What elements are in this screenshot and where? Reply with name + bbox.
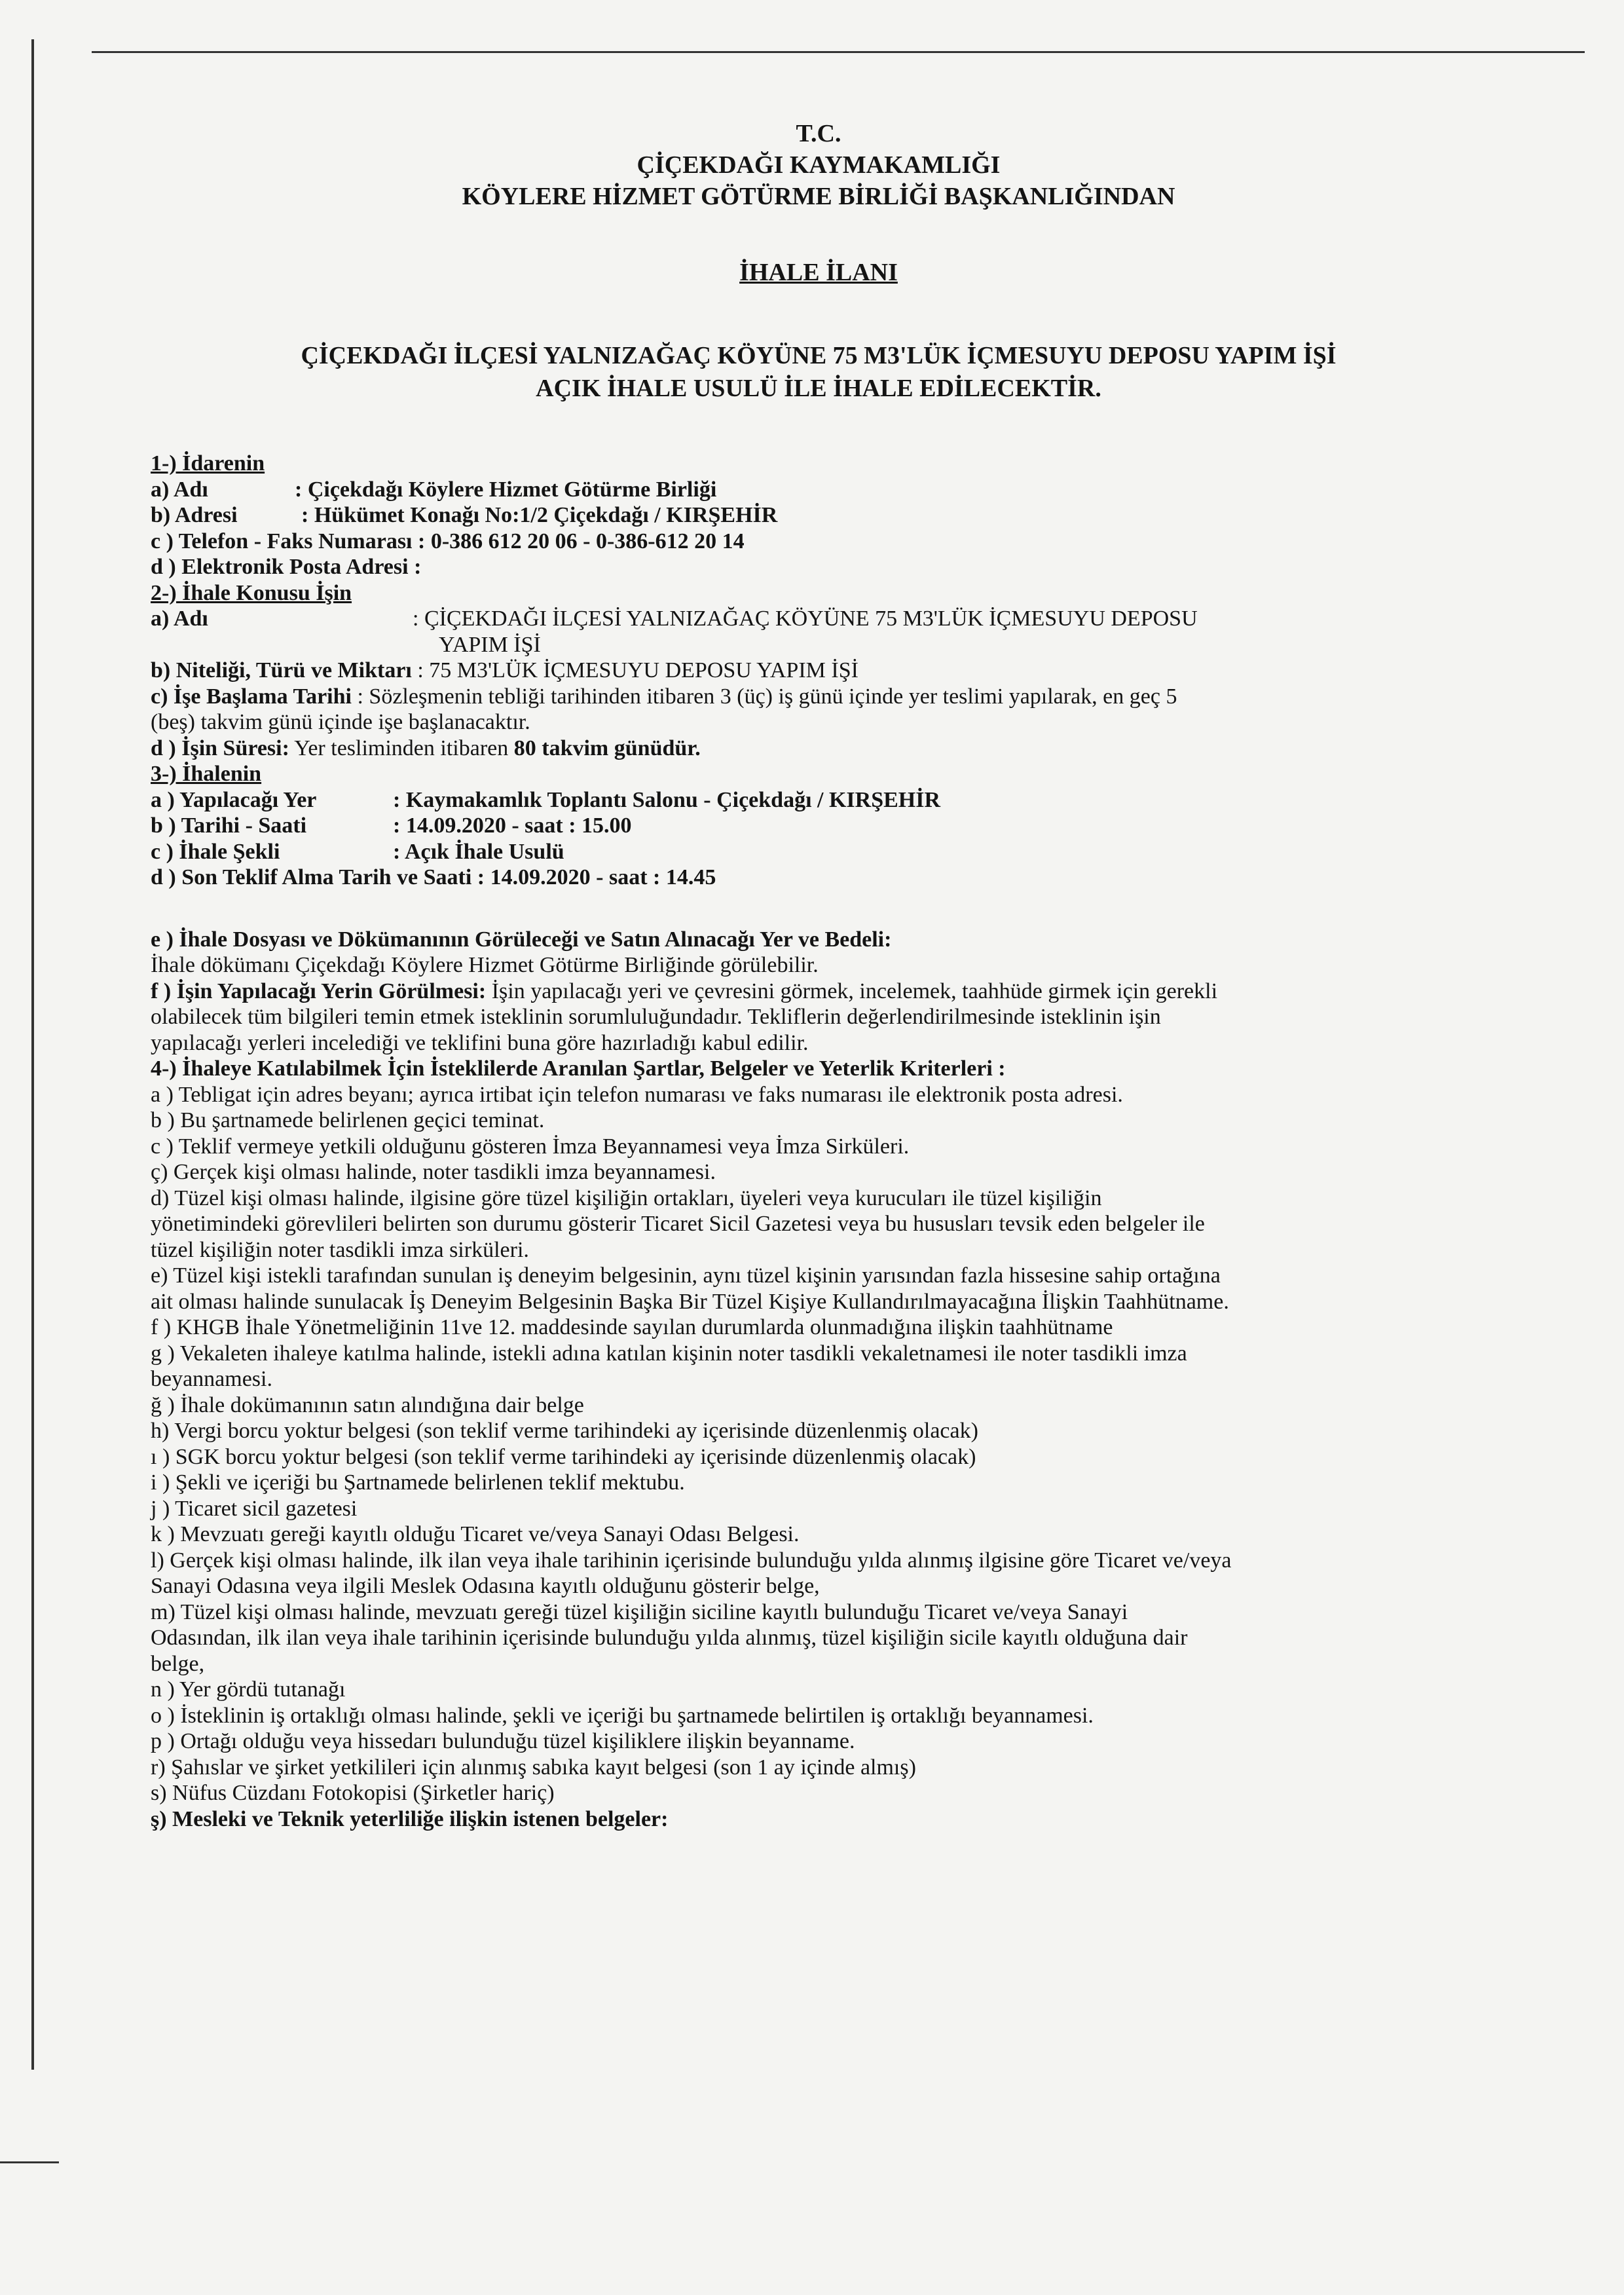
sec1-b-value: : Hükümet Konağı No:1/2 Çiçekdağı / KIRŞEHİR <box>301 503 778 527</box>
document-header <box>151 118 1486 212</box>
sec2-c-value-2: (beş) takvim günü içinde işe başlanacaktır. <box>151 710 530 734</box>
sec2-a-label: a) Adı <box>151 606 208 631</box>
section-e-text: İhale dökümanı Çiçekdağı Köylere Hizmet Götürme Birliğinde görülebilir. <box>151 953 819 977</box>
scan-edge-bottom <box>0 2161 59 2163</box>
requirement-item: o ) İsteklinin iş ortaklığı olması halinde, şekli ve içeriği bu şartnamede belirtilen iş ortaklığı beyannamesi. <box>151 1703 1094 1728</box>
requirement-item: g ) Vekaleten ihaleye katılma halinde, istekli adına katılan kişinin noter tasdikli vekaletnamesi ile noter tasdikli imza <box>151 1341 1187 1366</box>
sec1-a-value: : Çiçekdağı Köylere Hizmet Götürme Birliği <box>295 477 717 502</box>
requirement-item: p ) Ortağı olduğu veya hissedarı bulunduğu tüzel kişiliklere ilişkin beyanname. <box>151 1729 855 1753</box>
sec1-b-label: b) Adresi <box>151 503 238 527</box>
requirement-item: ğ ) İhale dokümanının satın alındığına dair belge <box>151 1392 584 1417</box>
sec3-c-value: : Açık İhale Usulü <box>393 839 564 864</box>
requirement-item: j ) Ticaret sicil gazetesi <box>151 1496 358 1521</box>
section-f-text-2: olabilecek tüm bilgileri temin etmek isteklinin sorumluluğundadır. Tekliflerin değerlendirilmesinde isteklinin işin <box>151 1005 1161 1029</box>
scan-edge-left <box>31 39 34 2070</box>
sec3-a-label: a ) Yapılacağı Yer <box>151 787 317 812</box>
header-office: ÇİÇEKDAĞI KAYMAKAMLIĞI <box>637 151 1001 179</box>
requirement-item: n ) Yer gördü tutanağı <box>151 1677 346 1702</box>
requirement-item: b ) Bu şartnamede belirlenen geçici teminat. <box>151 1108 545 1132</box>
section-1-title: 1-) İdarenin <box>151 451 265 476</box>
sec3-b-value: : 14.09.2020 - saat : 15.00 <box>393 813 632 838</box>
sec2-b-label: b) Niteliği, Türü ve Miktarı <box>151 658 412 682</box>
requirement-item: d) Tüzel kişi olması halinde, ilgisine göre tüzel kişiliğin ortakları, üyeleri veya kurucuları ile tüzel kişiliğin <box>151 1185 1102 1210</box>
sec3-d-label: d ) Son Teklif Alma Tarih ve Saati : <box>151 865 485 889</box>
sec2-c-label: c) İşe Başlama Tarihi <box>151 684 352 709</box>
section-2-title: 2-) İhale Konusu İşin <box>151 580 352 605</box>
requirement-item: k ) Mevzuatı gereği kayıtlı olduğu Ticaret ve/veya Sanayi Odası Belgesi. <box>151 1522 800 1546</box>
document-page <box>151 98 1486 1832</box>
sec2-b-value: : 75 M3'LÜK İÇMESUYU DEPOSU YAPIM İŞİ <box>417 658 858 682</box>
sec3-c-label: c ) İhale Şekli <box>151 839 280 864</box>
section-f-title: f ) İşin Yapılacağı Yerin Görülmesi: <box>151 979 487 1003</box>
requirement-item: l) Gerçek kişi olması halinde, ilk ilan veya ihale tarihinin içerisinde bulunduğu yılda alınmış ilgisine göre Ticaret ve/veya <box>151 1548 1232 1573</box>
requirement-item: h) Vergi borcu yoktur belgesi (son teklif verme tarihindeki ay içerisinde düzenlenmiş olacak) <box>151 1419 978 1443</box>
header-union: KÖYLERE HİZMET GÖTÜRME BİRLİĞİ BAŞKANLIĞINDAN <box>462 183 1175 210</box>
header-tc: T.C. <box>796 120 841 147</box>
sec3-d-value: 14.09.2020 - saat : 14.45 <box>490 865 716 889</box>
requirement-item: a ) Tebligat için adres beyanı; ayrıca irtibat için telefon numarası ve faks numarası ile elektronik posta adresi. <box>151 1082 1123 1107</box>
sec2-d-value: Yer tesliminden itibaren <box>294 736 509 760</box>
scan-edge-top <box>92 51 1585 53</box>
tender-subject <box>151 339 1486 405</box>
requirement-item: ç) Gerçek kişi olması halinde, noter tasdikli imza beyannamesi. <box>151 1160 716 1184</box>
requirement-item: ait olması halinde sunulacak İş Deneyim Belgesinin Başka Bir Tüzel Kişiye Kullandırılmayacağına İlişkin Taahhütname. <box>151 1289 1229 1314</box>
sec1-c-label: c ) Telefon - Faks Numarası <box>151 529 413 553</box>
section-4-title: 4-) İhaleye Katılabilmek İçin İsteklilerde Aranılan Şartlar, Belgeler ve Yeterlik Kriterleri : <box>151 1056 1006 1081</box>
sec3-b-label: b ) Tarihi - Saati <box>151 813 307 838</box>
requirement-last-item: ş) Mesleki ve Teknik yeterliliğe ilişkin istenen belgeler: <box>151 1806 669 1831</box>
requirement-item: belge, <box>151 1651 205 1676</box>
requirement-item: beyannamesi. <box>151 1367 272 1391</box>
section-3-title: 3-) İhalenin <box>151 762 262 786</box>
sec2-d-value-bold: 80 takvim günüdür. <box>513 736 701 760</box>
subject-line-1: ÇİÇEKDAĞI İLÇESİ YALNIZAĞAÇ KÖYÜNE 75 M3'LÜK İÇMESUYU DEPOSU YAPIM İŞİ <box>301 342 1337 369</box>
subject-line-2: AÇIK İHALE USULÜ İLE İHALE EDİLECEKTİR. <box>536 375 1101 402</box>
requirement-item: tüzel kişiliğin noter tasdikli imza sirküleri. <box>151 1237 529 1262</box>
requirement-item: yönetimindeki görevlileri belirten son durumu gösterir Ticaret Sicil Gazetesi veya bu hususları tevsik eden belgeler ile <box>151 1212 1205 1236</box>
sec1-c-value: : 0-386 612 20 06 - 0-386-612 20 14 <box>418 529 745 553</box>
sec2-c-value-1: : Sözleşmenin tebliği tarihinden itibaren 3 (üç) iş günü içinde yer teslimi yapılarak, en geç 5 <box>357 684 1177 709</box>
requirement-item: Odasından, ilk ilan veya ihale tarihinin içerisinde bulunduğu yılda alınmış, tüzel kişiliğin sicile kayıtlı olduğuna dair <box>151 1626 1188 1650</box>
requirement-item: r) Şahıslar ve şirket yetkilileri için alınmış sabıka kayıt belgesi (son 1 ay içinde almış) <box>151 1755 916 1780</box>
sec2-a-value-2: YAPIM İŞİ <box>439 632 541 657</box>
section-e-title: e ) İhale Dosyası ve Dökümanının Görüleceği ve Satın Alınacağı Yer ve Bedeli: <box>151 927 892 952</box>
sec3-a-value: : Kaymakamlık Toplantı Salonu - Çiçekdağı / KIRŞEHİR <box>393 787 941 812</box>
sec1-a-label: a) Adı <box>151 477 208 502</box>
requirement-item: m) Tüzel kişi olması halinde, mevzuatı gereği tüzel kişiliğin siciline kayıtlı bulunduğu Ticaret ve/veya Sanayi <box>151 1599 1128 1624</box>
requirement-item: Sanayi Odasına veya ilgili Meslek Odasına kayıtlı olduğunu gösterir belge, <box>151 1574 820 1598</box>
sec1-d-value: : <box>414 555 422 579</box>
document-body <box>151 451 1486 1832</box>
sec1-d-label: d ) Elektronik Posta Adresi <box>151 555 409 579</box>
requirement-item: s) Nüfus Cüzdanı Fotokopisi (Şirketler hariç) <box>151 1781 555 1805</box>
requirement-item: f ) KHGB İhale Yönetmeliğinin 11ve 12. maddesinde sayılan durumlarda olunmadığına ilişkin taahhütname <box>151 1315 1113 1339</box>
requirement-item: c ) Teklif vermeye yetkili olduğunu gösteren İmza Beyannamesi veya İmza Sirküleri. <box>151 1134 910 1159</box>
requirement-item: e) Tüzel kişi istekli tarafından sunulan iş deneyim belgesinin, aynı tüzel kişinin yarısından fazla hissesine sahip ortağına <box>151 1263 1221 1288</box>
section-f-text-1: İşin yapılacağı yeri ve çevresini görmek, incelemek, taahhüde girmek için gerekli <box>491 979 1218 1003</box>
requirement-item: ı ) SGK borcu yoktur belgesi (son teklif verme tarihindeki ay içerisinde düzenlenmiş olacak) <box>151 1444 976 1469</box>
sec2-d-label: d ) İşin Süresi: <box>151 736 289 760</box>
announcement-title: İHALE İLANI <box>739 259 898 286</box>
section-f-text-3: yapılacağı yerleri incelediği ve teklifini buna göre hazırladığı kabul edilir. <box>151 1030 809 1055</box>
sec2-a-value-1: : ÇİÇEKDAĞI İLÇESİ YALNIZAĞAÇ KÖYÜNE 75 M3'LÜK İÇMESUYU DEPOSU <box>413 606 1198 631</box>
requirement-item: i ) Şekli ve içeriği bu Şartnamede belirlenen teklif mektubu. <box>151 1470 685 1495</box>
